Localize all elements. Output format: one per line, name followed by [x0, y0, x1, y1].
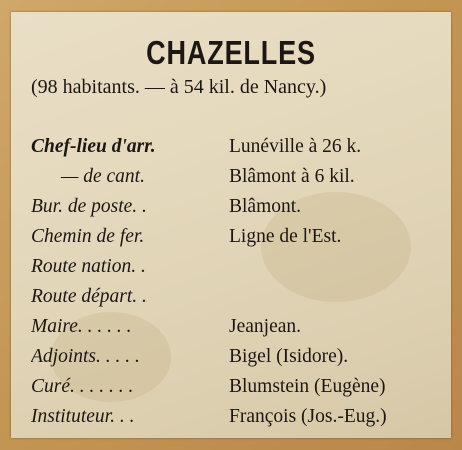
entry-value: Jeanjean. — [229, 316, 302, 337]
entry-label: Chef-lieu d'arr. — [31, 136, 156, 157]
entry-row-chef-lieu-cant — [31, 166, 451, 196]
entry-label: Route départ. . — [31, 286, 147, 307]
entry-row-adjoints — [31, 346, 451, 376]
entry-row-chemin-fer — [31, 226, 451, 256]
entry-row-cure — [31, 376, 451, 406]
entry-label: — de cant. — [61, 166, 145, 187]
entry-value: François (Jos.-Eug.) — [229, 406, 387, 427]
entry-label: Maire. . . . . . — [31, 316, 132, 337]
entry-label: Adjoints. . . . . — [31, 346, 140, 367]
entry-label: Instituteur. . . — [31, 406, 135, 427]
entry-row-maire — [31, 316, 451, 346]
entry-value: Ligne de l'Est. — [229, 226, 342, 247]
entry-row-route-depart — [31, 286, 451, 316]
entry-value: Bigel (Isidore). — [229, 346, 349, 367]
entry-list — [31, 136, 451, 436]
entry-row-instituteur — [31, 406, 451, 436]
entry-label: Route nation. . — [31, 256, 146, 277]
entry-row-chef-lieu-arr — [31, 136, 451, 166]
entry-label: Bur. de poste. . — [31, 196, 147, 217]
entry-label: Curé. . . . . . . — [31, 376, 134, 397]
entry-value: Blâmont à 6 kil. — [229, 166, 355, 187]
directory-card — [11, 12, 451, 438]
entry-label: Chemin de fer. — [31, 226, 145, 247]
commune-title: CHAZELLES — [146, 34, 316, 71]
entry-value: Blâmont. — [229, 196, 302, 217]
entry-row-bureau-poste — [31, 196, 451, 226]
commune-subtitle: (98 habitants. — à 54 kil. de Nancy.) — [31, 76, 327, 98]
entry-value: Lunéville à 26 k. — [229, 136, 362, 157]
entry-value: Blumstein (Eugène) — [229, 376, 386, 397]
entry-row-route-nation — [31, 256, 451, 286]
